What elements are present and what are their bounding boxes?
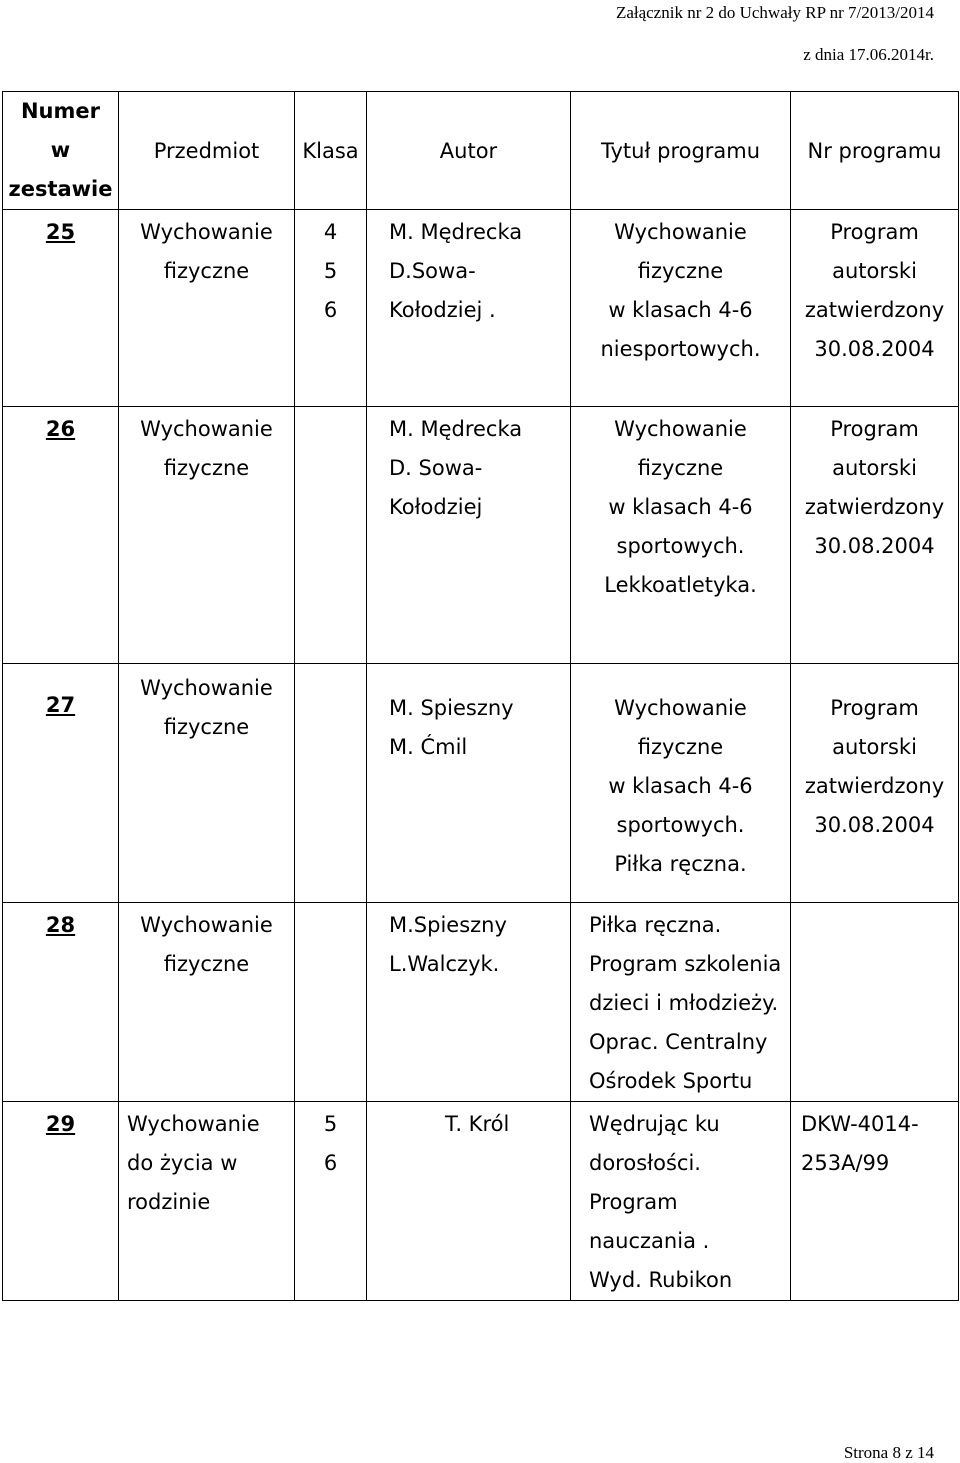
cell-author-line: D.Sowa-	[389, 259, 476, 283]
cell-title-line: Piłka ręczna.	[589, 913, 722, 937]
cell-program-line: 30.08.2004	[814, 813, 935, 837]
cell-subject-line: fizyczne	[163, 715, 250, 739]
cell-title	[571, 210, 791, 407]
cell-program-line: zatwierdzony	[804, 774, 945, 798]
cell-title-line: Wyd. Rubikon	[589, 1268, 733, 1292]
cell-title-line: dorosłości.	[589, 1151, 701, 1175]
row-number: 28	[45, 913, 76, 937]
cell-subject-line: Wychowanie	[140, 220, 273, 244]
cell-title-line: Oprac. Centralny	[589, 1030, 768, 1054]
cell-grade-line: 6	[323, 298, 338, 322]
cell-program	[791, 407, 959, 664]
cell-title-line: Program	[589, 1190, 678, 1214]
cell-title-line: niesportowych.	[600, 337, 761, 361]
cell-program-line: DKW-4014-	[801, 1112, 919, 1136]
cell-title	[571, 407, 791, 664]
cell-author-line: M. Mędrecka	[389, 417, 523, 441]
cell-title-line: Program szkolenia	[589, 952, 782, 976]
cell-title-line: fizyczne	[637, 456, 724, 480]
cell-subject-line: fizyczne	[163, 456, 250, 480]
row-number: 26	[45, 417, 76, 441]
cell-grade-line: 4	[323, 220, 338, 244]
table-row	[3, 664, 959, 903]
col-header-author: Autor	[367, 92, 571, 210]
col-header-title: Tytuł programu	[571, 92, 791, 210]
cell-program	[791, 210, 959, 407]
cell-author	[367, 903, 571, 1102]
row-number: 27	[45, 693, 76, 717]
cell-subject	[119, 903, 295, 1102]
cell-title-line: fizyczne	[637, 259, 724, 283]
col-header-number-line: zestawie	[8, 177, 113, 201]
cell-author-line: M.Spieszny	[389, 913, 507, 937]
cell-author-line: L.Walczyk.	[389, 952, 500, 976]
cell-program-line: autorski	[832, 735, 917, 759]
cell-title-line: Piłka ręczna.	[614, 852, 747, 876]
cell-number	[3, 664, 119, 903]
cell-author-line: M. Mędrecka	[389, 220, 523, 244]
cell-program-line: 30.08.2004	[814, 534, 935, 558]
cell-program-line: autorski	[832, 259, 917, 283]
cell-title	[571, 1102, 791, 1301]
cell-program-line: Program	[830, 220, 919, 244]
cell-author-line: D. Sowa-	[389, 456, 483, 480]
cell-program	[791, 1102, 959, 1301]
cell-number	[3, 1102, 119, 1301]
cell-subject	[119, 210, 295, 407]
date-header: z dnia 17.06.2014r.	[803, 45, 934, 64]
col-header-program-number: Nr programu	[791, 92, 959, 210]
cell-number	[3, 903, 119, 1102]
page-footer: Strona 8 z 14	[843, 1443, 934, 1462]
cell-author	[367, 407, 571, 664]
cell-program	[791, 664, 959, 903]
program-table	[2, 91, 959, 1301]
cell-author-line: T. Król	[445, 1112, 510, 1136]
table-row	[3, 903, 959, 1102]
cell-grade	[295, 903, 367, 1102]
cell-title-line: fizyczne	[637, 735, 724, 759]
header-row	[3, 92, 959, 210]
col-header-number-line: Numer	[20, 99, 100, 123]
cell-author	[367, 664, 571, 903]
table-row	[3, 407, 959, 664]
table-row	[3, 210, 959, 407]
col-header-number	[3, 92, 119, 210]
cell-title-line: Wędrując ku	[589, 1112, 720, 1136]
cell-grade	[295, 210, 367, 407]
cell-subject-line: Wychowanie	[127, 1112, 260, 1136]
cell-program-line: autorski	[832, 456, 917, 480]
cell-author-line: Kołodziej .	[389, 298, 496, 322]
cell-title-line: dzieci i młodzieży.	[589, 991, 779, 1015]
col-header-number-line: w	[50, 138, 71, 162]
cell-subject	[119, 664, 295, 903]
cell-subject-line: rodzinie	[127, 1190, 211, 1214]
cell-subject-line: fizyczne	[163, 259, 250, 283]
cell-title-line: nauczania .	[589, 1229, 710, 1253]
cell-subject	[119, 1102, 295, 1301]
cell-title-line: Wychowanie	[614, 417, 747, 441]
cell-grade	[295, 1102, 367, 1301]
cell-grade	[295, 407, 367, 664]
cell-title	[571, 903, 791, 1102]
cell-program-line: 253A/99	[801, 1151, 890, 1175]
cell-subject-line: do życia w	[127, 1151, 238, 1175]
cell-title-line: sportowych.	[616, 534, 745, 558]
cell-author-line: Kołodziej	[389, 495, 483, 519]
cell-grade-line: 5	[323, 1112, 338, 1136]
cell-subject	[119, 407, 295, 664]
cell-title-line: Wychowanie	[614, 696, 747, 720]
cell-title-line: w klasach 4-6	[608, 774, 753, 798]
row-number: 29	[45, 1112, 76, 1136]
cell-author	[367, 210, 571, 407]
col-header-grade: Klasa	[295, 92, 367, 210]
attachment-header: Załącznik nr 2 do Uchwały RP nr 7/2013/2014	[615, 3, 934, 22]
cell-author	[367, 1102, 571, 1301]
cell-title-line: w klasach 4-6	[608, 298, 753, 322]
row-number: 25	[45, 220, 76, 244]
cell-subject-line: Wychowanie	[140, 417, 273, 441]
cell-grade	[295, 664, 367, 903]
cell-grade-line: 5	[323, 259, 338, 283]
cell-program-line: zatwierdzony	[804, 298, 945, 322]
cell-title	[571, 664, 791, 903]
cell-program-line: 30.08.2004	[814, 337, 935, 361]
cell-title-line: Ośrodek Sportu	[589, 1069, 753, 1093]
col-header-subject: Przedmiot	[119, 92, 295, 210]
cell-program	[791, 903, 959, 1102]
cell-subject-line: Wychowanie	[140, 913, 273, 937]
cell-title-line: Wychowanie	[614, 220, 747, 244]
cell-author-line: M. Spieszny	[389, 696, 514, 720]
cell-program-line: zatwierdzony	[804, 495, 945, 519]
table-row	[3, 1102, 959, 1301]
cell-title-line: sportowych.	[616, 813, 745, 837]
cell-title-line: w klasach 4-6	[608, 495, 753, 519]
cell-grade-line: 6	[323, 1151, 338, 1175]
cell-program-line: Program	[830, 696, 919, 720]
cell-subject-line: fizyczne	[163, 952, 250, 976]
cell-number	[3, 407, 119, 664]
cell-program-line: Program	[830, 417, 919, 441]
cell-title-line: Lekkoatletyka.	[604, 573, 757, 597]
cell-number	[3, 210, 119, 407]
cell-subject-line: Wychowanie	[140, 676, 273, 700]
cell-author-line: M. Ćmil	[389, 735, 468, 759]
